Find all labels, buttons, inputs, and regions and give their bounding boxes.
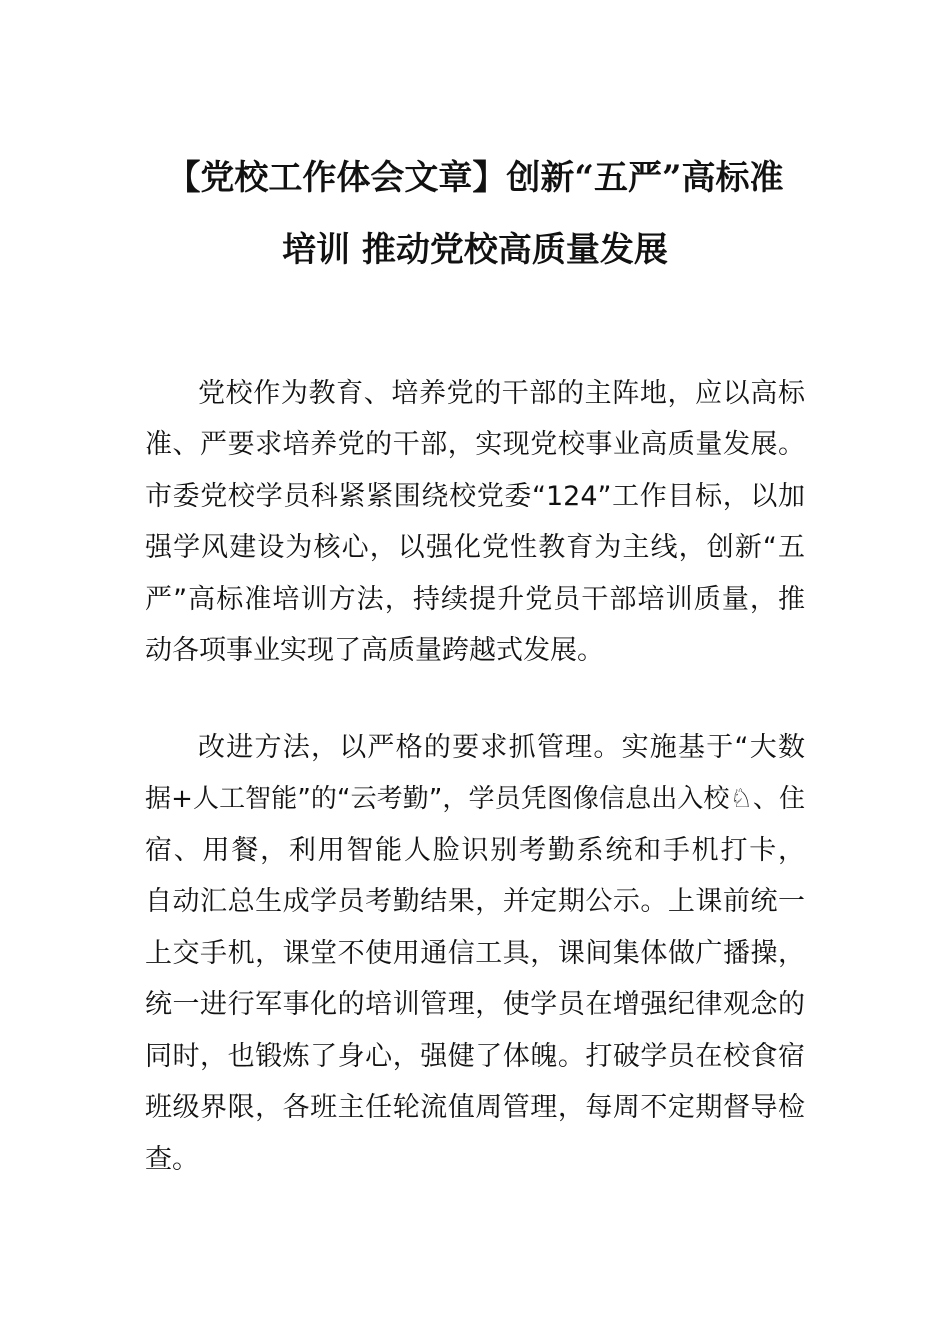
document-title-line-2: 培训 推动党校高质量发展 xyxy=(282,230,668,270)
paragraph-2-line-9: 查。 xyxy=(145,1144,199,1175)
paragraph-1-line-2: 准、严要求培养党的干部，实现党校事业高质量发展。 xyxy=(145,429,805,460)
paragraph-1-line-3: 市委党校学员科紧紧围绕校党委“124”工作目标，以加 xyxy=(145,481,805,512)
paragraph-2-line-1: 改进方法，以严格的要求抓管理。实施基于“大数 xyxy=(198,732,805,763)
document-title-line-1: 【党校工作体会文章】创新“五严”高标准 xyxy=(166,158,784,198)
paragraph-2-line-3: 宿、用餐，利用智能人脸识别考勤系统和手机打卡， xyxy=(145,835,805,866)
paragraph-2-line-5: 上交手机，课堂不使用通信工具，课间集体做广播操， xyxy=(145,938,805,969)
paragraph-1-line-4: 强学风建设为核心，以强化党性教育为主线，创新“五 xyxy=(145,532,805,563)
paragraph-2-line-6: 统一进行军事化的培训管理，使学员在增强纪律观念的 xyxy=(145,989,805,1020)
paragraph-1-line-5: 严”高标准培训方法，持续提升党员干部培训质量，推 xyxy=(145,584,805,615)
paragraph-2-line-2: 据+人工智能”的“云考勤”，学员凭图像信息出入校♘、住 xyxy=(145,784,805,814)
paragraph-2-line-7: 同时，也锻炼了身心，强健了体魄。打破学员在校食宿 xyxy=(145,1041,805,1072)
paragraph-2-line-8: 班级界限，各班主任轮流值周管理，每周不定期督导检 xyxy=(145,1092,805,1123)
paragraph-1-line-1: 党校作为教育、培养党的干部的主阵地，应以高标 xyxy=(198,378,805,409)
paragraph-1-line-6: 动各项事业实现了高质量跨越式发展。 xyxy=(145,635,604,666)
paragraph-2-line-4: 自动汇总生成学员考勤结果，并定期公示。上课前统一 xyxy=(145,886,805,917)
